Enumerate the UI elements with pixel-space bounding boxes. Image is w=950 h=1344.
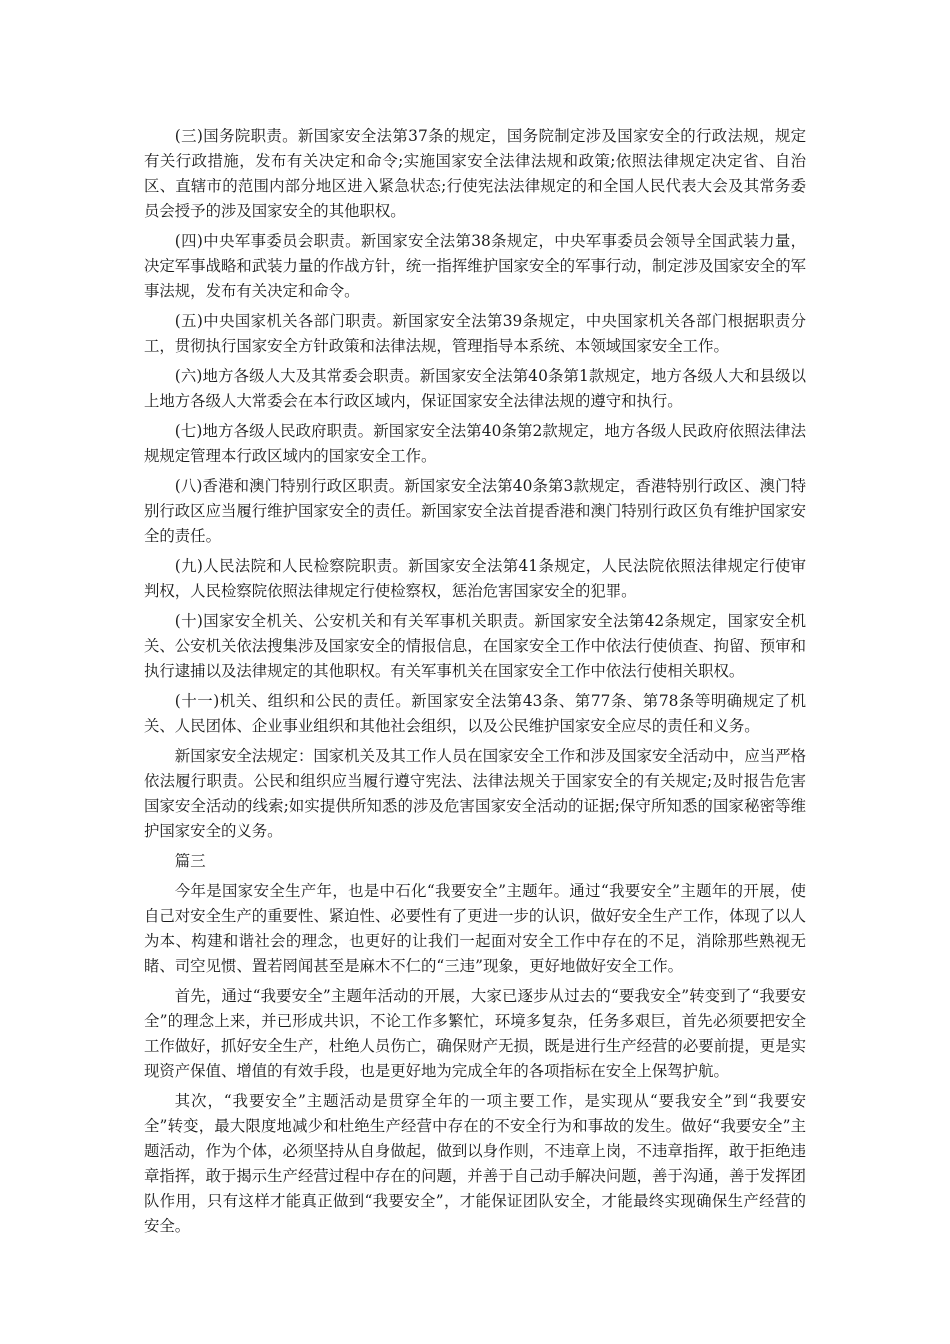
document-page bbox=[144, 124, 806, 1244]
paragraph-local-congress: (六)地方各级人大及其常委会职责。新国家安全法第40条第1款规定，地方各级人大和县级以上地方各级人大常委会在本行政区域内，保证国家安全法律法规的遵守和执行。 bbox=[144, 367, 806, 410]
paragraph-local-government: (七)地方各级人民政府职责。新国家安全法第40条第2款规定，地方各级人民政府依照法律法规规定管理本行政区域内的国家安全工作。 bbox=[144, 422, 806, 465]
paragraph-secondly: 其次，“我要安全”主题活动是贯穿全年的一项主要工作，是实现从“要我安全”到“我要安全”转变，最大限度地减少和杜绝生产经营中存在的不安全行为和事故的发生。做好“我要安全”主题活动，作为个体，必须坚持从自身做起，做到以身作则，不违章上岗，不违章指挥，敢于拒绝违章指挥，敢于揭示生产经营过程中存在的问题，并善于自己动手解决问题，善于沟通，善于发挥团队作用，只有这样才能真正做到“我要安全”，才能保证团队安全，才能最终实现确保生产经营的安全。 bbox=[144, 1092, 806, 1235]
paragraph-safety-year: 今年是国家安全生产年，也是中石化“我要安全”主题年。通过“我要安全”主题年的开展，使自己对安全生产的重要性、紧迫性、必要性有了更进一步的认识，做好安全生产工作，体现了以人为本、构建和谐社会的理念，也更好的让我们一起面对安全工作中存在的不足，消除那些熟视无睹、司空见惯、置若罔闻甚至是麻木不仁的“三违”现象，更好地做好安全工作。 bbox=[144, 882, 806, 975]
paragraph-hk-macau: (八)香港和澳门特别行政区职责。新国家安全法第40条第3款规定，香港特别行政区、澳门特别行政区应当履行维护国家安全的责任。新国家安全法首提香港和澳门特别行政区负有维护国家安全的责任。 bbox=[144, 477, 806, 545]
paragraph-courts-procuratorates: (九)人民法院和人民检察院职责。新国家安全法第41条规定，人民法院依照法律规定行使审判权，人民检察院依照法律规定行使检察权，惩治危害国家安全的犯罪。 bbox=[144, 557, 806, 600]
paragraph-law-provisions: 新国家安全法规定：国家机关及其工作人员在国家安全工作和涉及国家安全活动中，应当严格依法履行职责。公民和组织应当履行遵守宪法、法律法规关于国家安全的有关规定;及时报告危害国家安全活动的线索;如实提供所知悉的涉及危害国家安全活动的证据;保守所知悉的国家秘密等维护国家安全的义务。 bbox=[144, 747, 806, 840]
paragraph-security-organs: (十)国家安全机关、公安机关和有关军事机关职责。新国家安全法第42条规定，国家安全机关、公安机关依法搜集涉及国家安全的情报信息，在国家安全工作中依法行使侦查、拘留、预审和执行逮捕以及法律规定的其他职权。有关军事机关在国家安全工作中依法行使相关职权。 bbox=[144, 612, 806, 680]
paragraph-organizations-citizens: (十一)机关、组织和公民的责任。新国家安全法第43条、第77条、第78条等明确规定了机关、人民团体、企业事业组织和其他社会组织，以及公民维护国家安全应尽的责任和义务。 bbox=[144, 692, 806, 735]
section-heading: 篇三 bbox=[174, 852, 206, 870]
paragraph-central-departments: (五)中央国家机关各部门职责。新国家安全法第39条规定，中央国家机关各部门根据职责分工，贯彻执行国家安全方针政策和法律法规，管理指导本系统、本领域国家安全工作。 bbox=[144, 312, 806, 355]
paragraph-state-council: (三)国务院职责。新国家安全法第37条的规定，国务院制定涉及国家安全的行政法规，规定有关行政措施，发布有关决定和命令;实施国家安全法律法规和政策;依照法律规定决定省、自治区、直辖市的范围内部分地区进入紧急状态;行使宪法法律规定的和全国人民代表大会及其常务委员会授予的涉及国家安全的其他职权。 bbox=[144, 127, 806, 220]
paragraph-central-military-commission: (四)中央军事委员会职责。新国家安全法第38条规定，中央军事委员会领导全国武装力量，决定军事战略和武装力量的作战方针，统一指挥维护国家安全的军事行动，制定涉及国家安全的军事法规，发布有关决定和命令。 bbox=[144, 232, 806, 300]
paragraph-firstly: 首先，通过“我要安全”主题年活动的开展，大家已逐步从过去的“要我安全”转变到了“我要安全”的理念上来，并已形成共识，不论工作多繁忙，环境多复杂，任务多艰巨，首先必须要把安全工作做好，抓好安全生产，杜绝人员伤亡，确保财产无损，既是进行生产经营的必要前提，更是实现资产保值、增值的有效手段，也是更好地为完成全年的各项指标在安全上保驾护航。 bbox=[144, 987, 806, 1080]
